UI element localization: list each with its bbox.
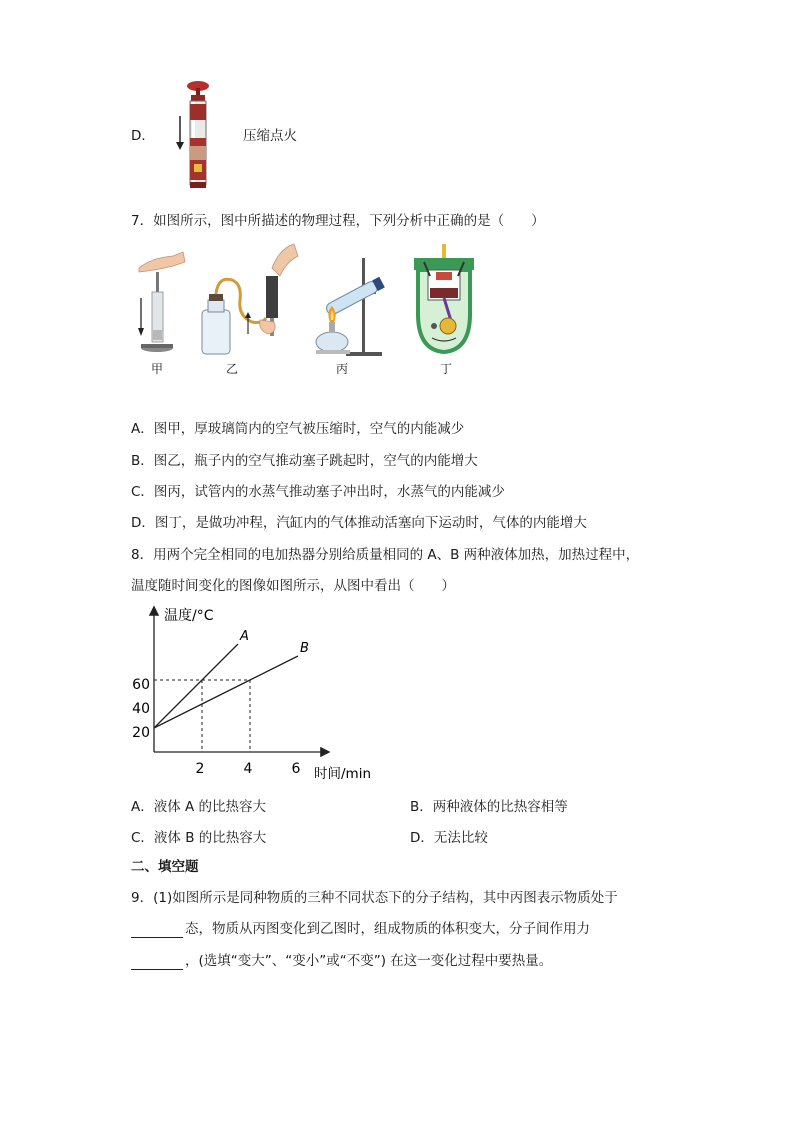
chart-x-tick-6: 6 bbox=[291, 761, 301, 777]
figure-bing-test-tube-steam bbox=[312, 254, 398, 358]
q8-option-d: D．无法比较 bbox=[410, 830, 488, 846]
chart-y-tick-40: 40 bbox=[132, 701, 150, 717]
figure-caption-ding: 丁 bbox=[440, 362, 453, 376]
q7-option-d: D．图丁，是做功冲程，汽缸内的气体推动活塞向下运动时，气体的内能增大 bbox=[131, 515, 587, 531]
chart-y-tick-20: 20 bbox=[132, 725, 150, 741]
figure-caption-yi: 乙 bbox=[226, 362, 239, 376]
chart-series-line-a bbox=[154, 644, 238, 728]
temperature-time-chart bbox=[120, 598, 400, 788]
q9-line3 bbox=[131, 952, 552, 970]
q8-option-a: A．液体 A 的比热容大 bbox=[131, 799, 267, 815]
q9-line1: 9．(1)如图所示是同种物质的三种不同状态下的分子结构，其中丙图表示物质处于 bbox=[131, 890, 618, 906]
compression-igniter-illustration bbox=[168, 78, 228, 190]
q6-option-d-letter: D． bbox=[131, 128, 155, 144]
figure-yi-bottle-stopper bbox=[196, 238, 300, 358]
figure-ding-engine-stroke bbox=[410, 242, 478, 358]
q8-option-b: B．两种液体的比热容相等 bbox=[410, 799, 568, 815]
chart-xlabel: 时间/min bbox=[314, 766, 372, 782]
chart-series-label-b: B bbox=[300, 641, 309, 656]
chart-x-tick-2: 2 bbox=[195, 761, 205, 777]
q8-option-c: C．液体 B 的比热容大 bbox=[131, 830, 267, 846]
q8-stem-line1: 8．用两个完全相同的电加热器分别给质量相同的 A、B 两种液体加热，加热过程中， bbox=[131, 547, 640, 563]
figure-caption-jia: 甲 bbox=[151, 362, 164, 376]
chart-y-tick-60: 60 bbox=[132, 677, 150, 693]
q7-option-b: B．图乙，瓶子内的空气推动塞子跳起时，空气的内能增大 bbox=[131, 453, 478, 469]
q7-option-c: C．图丙，试管内的水蒸气推动塞子冲出时，水蒸气的内能减少 bbox=[131, 484, 505, 500]
q9-line2-text: 态，物质从丙图变化到乙图时，组成物质的体积变大，分子间作用力 bbox=[185, 921, 590, 937]
q9-blank-1[interactable] bbox=[131, 923, 183, 938]
figure-jia-air-compression bbox=[133, 250, 189, 360]
chart-x-tick-4: 4 bbox=[243, 761, 253, 777]
figure-caption-bing: 丙 bbox=[336, 362, 349, 376]
q8-stem-line2: 温度随时间变化的图像如图所示，从图中看出（ ） bbox=[131, 578, 455, 594]
q9-blank-2[interactable] bbox=[131, 955, 183, 970]
q7-stem: 7．如图所示，图中所描述的物理过程，下列分析中正确的是（ ） bbox=[131, 213, 545, 229]
chart-ylabel: 温度/°C bbox=[164, 608, 214, 624]
chart-series-line-b bbox=[154, 656, 298, 728]
q9-line2 bbox=[131, 920, 590, 938]
q9-line3-text: ，(选填“变大”、“变小”或“不变”) 在这一变化过程中要热量。 bbox=[185, 953, 553, 969]
q6-option-d-text: 压缩点火 bbox=[243, 128, 297, 144]
chart-series-label-a: A bbox=[240, 629, 249, 644]
section-title-fill-in: 二、填空题 bbox=[131, 859, 199, 875]
q7-option-a: A．图甲，厚玻璃筒内的空气被压缩时，空气的内能减少 bbox=[131, 421, 465, 437]
